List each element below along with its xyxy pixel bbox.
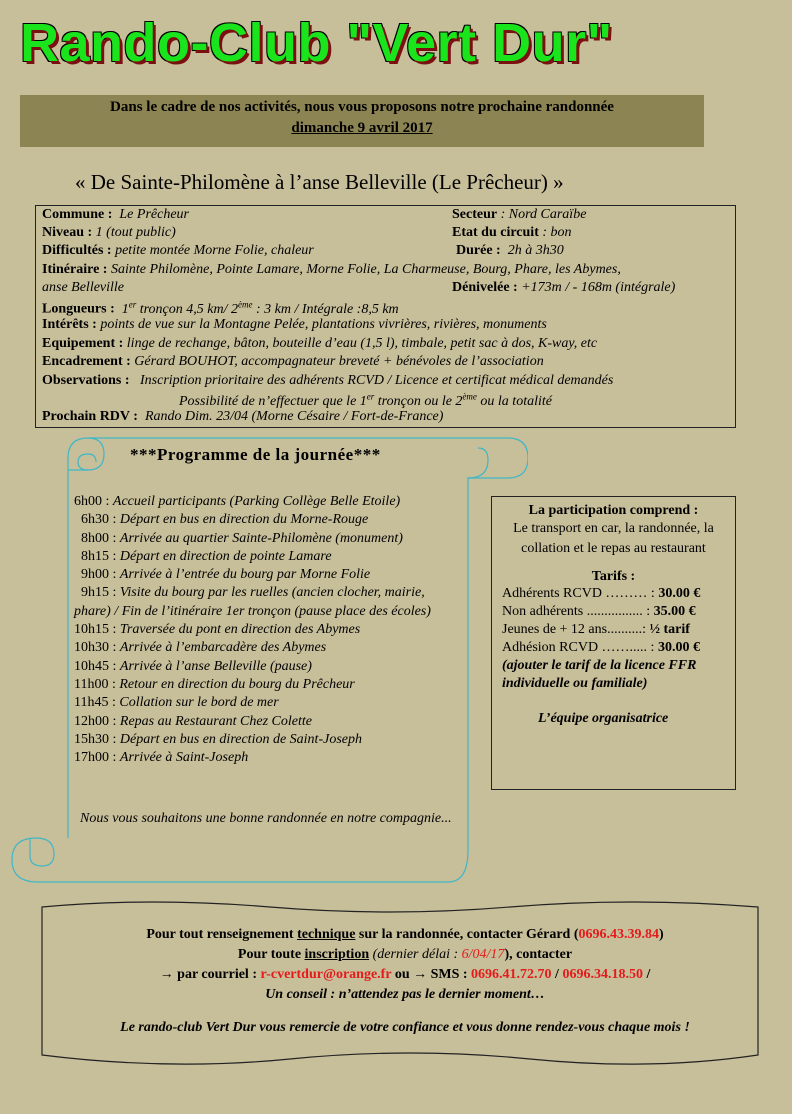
schedule-desc: Départ en bus en direction de Saint-Joseph — [119, 731, 362, 747]
tarifs-title: Tarifs : — [591, 569, 636, 584]
schedule-sep: : — [109, 750, 120, 766]
denivelee-value: +173m / - 168m (intégrale) — [521, 280, 676, 295]
etat-value: : bon — [542, 225, 572, 240]
deadline-date: 6/04/17 — [461, 947, 505, 962]
schedule-item — [74, 530, 464, 548]
schedule-desc: Repas au Restaurant Chez Colette — [119, 713, 312, 729]
niveau-label: Niveau : — [42, 225, 93, 240]
intro-banner — [20, 95, 704, 147]
equipement-value: linge de rechange, bâton, bouteille d’eau (1,5 l), timbale, petit sac à dos, K-way, etc — [126, 336, 598, 351]
tarif-price: ½ tarif — [649, 622, 690, 637]
schedule-sep: : — [109, 731, 120, 747]
schedule-desc: Arrivée à l’anse Belleville (pause) — [119, 658, 312, 674]
schedule-time: 15h30 — [74, 731, 109, 747]
text: (dernier délai : — [369, 947, 462, 962]
schedule-item — [74, 713, 464, 731]
tarif-row — [502, 639, 735, 657]
longueurs-part: tronçon 4,5 km/ 2 — [136, 301, 238, 317]
etat-label: Etat du circuit — [452, 225, 539, 240]
wish-text: Nous vous souhaitons une bonne randonnée en notre compagnie... — [80, 811, 452, 826]
difficultes-value: petite montée Morne Folie, chaleur — [115, 243, 314, 258]
schedule-desc: Arrivée à l’embarcadère des Abymes — [119, 640, 327, 656]
schedule-desc: Visite du bourg par les ruelles (ancien clocher, mairie, phare) / Fin de l’itinéraire 1er tronçon (pause place des écoles) — [74, 585, 431, 619]
itineraire-label: Itinéraire : — [42, 262, 108, 277]
interets-value: points de vue sur la Montagne Pelée, plantations vivrières, rivières, monuments — [100, 317, 547, 332]
schedule-sep: : — [108, 695, 120, 711]
signature: L’équipe organisatrice — [538, 711, 669, 726]
longueurs-part: 1 — [121, 301, 129, 317]
tarif-row — [502, 621, 735, 639]
tarif-price: 30.00 € — [658, 586, 701, 601]
schedule-item — [74, 511, 464, 529]
interets-label: Intérêts : — [42, 317, 97, 332]
thanks-text: Le rando-club Vert Dur vous remercie de votre confiance et vous donne rendez-vous chaque mois ! — [120, 1020, 690, 1035]
schedule-time: 12h00 — [74, 713, 109, 729]
schedule-time: 10h30 — [74, 640, 109, 656]
schedule-desc: Arrivée au quartier Sainte-Philomène (monument) — [119, 530, 403, 546]
hike-info-box — [35, 205, 736, 428]
tarif-price: 35.00 € — [653, 604, 696, 619]
schedule-time: 8h15 — [74, 548, 109, 564]
schedule-item — [74, 731, 464, 749]
schedule-sep: : — [109, 530, 120, 546]
longueurs-part: : 3 km / Intégrale :8,5 km — [252, 301, 399, 317]
rdv-label: Prochain RDV : — [42, 409, 138, 424]
schedule-sep: : — [109, 640, 120, 656]
schedule-time: 10h15 — [74, 622, 109, 638]
schedule-desc: Accueil participants (Parking Collège Belle Etoile) — [112, 494, 401, 509]
page-title: Rando-Club "Vert Dur" — [20, 13, 613, 73]
obs-part: tronçon ou le 2 — [374, 393, 463, 409]
difficultes-label: Difficultés : — [42, 243, 112, 258]
schedule-time: 17h00 — [74, 750, 109, 766]
schedule-item — [74, 694, 464, 712]
denivelee-label: Dénivelée : — [452, 280, 518, 295]
observations-label: Observations : — [42, 373, 130, 388]
text: / — [642, 967, 651, 982]
schedule-sep: : — [109, 548, 120, 564]
schedule-sep: : — [109, 713, 120, 729]
participation-title: La participation comprend : — [528, 503, 699, 518]
schedule-sep: : — [109, 567, 120, 583]
schedule-time: 6h30 — [74, 512, 109, 528]
schedule-time: 9h00 — [74, 567, 109, 583]
tarif-label: Adhésion RCVD ……..... : — [502, 640, 655, 655]
contact-line-2 — [60, 945, 750, 965]
schedule-item — [74, 548, 464, 566]
schedule-time: 10h45 — [74, 658, 109, 674]
longueurs-sup: ème — [237, 299, 253, 309]
schedule-desc: Arrivée à Saint-Joseph — [119, 750, 249, 766]
schedule-item — [74, 676, 464, 694]
schedule-item — [74, 621, 464, 639]
schedule-sep: : — [109, 512, 120, 528]
schedule-time: 6h00 — [74, 494, 102, 509]
commune-label: Commune : — [42, 207, 113, 222]
phone-gerard[interactable]: 0696.43.39.84 — [578, 927, 659, 942]
schedule-desc: Départ en direction de pointe Lamare — [119, 548, 332, 564]
contact-line-3 — [60, 965, 750, 985]
contact-block — [60, 925, 750, 1005]
obs-part: Possibilité de n’effectuer que le 1 — [179, 393, 367, 409]
obs-part: ou la totalité — [476, 393, 552, 409]
schedule-desc: Retour en direction du bourg du Prêcheur — [119, 676, 355, 692]
participation-text: Le transport en car, la randonnée, la collation et le repas au restaurant — [513, 521, 714, 556]
tarif-label: Adhérents RCVD ……… : — [502, 586, 655, 601]
text: / — [551, 967, 563, 982]
text: inscription — [304, 947, 370, 962]
intro-line: Dans le cadre de nos activités, nous vous proposons notre prochaine randonnée — [110, 99, 614, 115]
tarif-label: Jeunes de + 12 ans..........: — [502, 622, 646, 637]
duree-value: 2h à 3h30 — [507, 243, 564, 258]
schedule-item — [74, 749, 464, 767]
programme-title: ***Programme de la journée*** — [130, 445, 381, 464]
schedule-desc: Arrivée à l’entrée du bourg par Morne Folie — [119, 567, 371, 583]
contact-line-1 — [60, 925, 750, 945]
schedule-desc: Collation sur le bord de mer — [119, 695, 279, 711]
schedule-item — [74, 566, 464, 584]
schedule-time: 11h00 — [74, 676, 109, 692]
tarif-row — [502, 603, 735, 621]
schedule-item — [74, 584, 464, 621]
secteur-value: : Nord Caraïbe — [500, 207, 587, 222]
commune-value: Le Prêcheur — [119, 207, 189, 222]
obs-sup: er — [366, 391, 375, 401]
text: technique — [297, 927, 356, 942]
schedule-item — [74, 658, 464, 676]
text: ou → SMS : — [391, 967, 472, 982]
tarif-table — [502, 585, 735, 657]
email-link[interactable]: r-cvertdur@orange.fr — [260, 967, 392, 982]
equipement-label: Equipement : — [42, 336, 124, 351]
encadrement-value: Gérard BOUHOT, accompagnateur breveté + bénévoles de l’association — [134, 354, 544, 369]
duree-label: Durée : — [456, 243, 501, 258]
itineraire-value: Sainte Philomène, Pointe Lamare, Morne Folie, La Charmeuse, Bourg, Phare, les Abymes, — [110, 262, 621, 277]
encadrement-label: Encadrement : — [42, 354, 131, 369]
text: sur la randonnée, contacter Gérard ( — [355, 927, 579, 942]
schedule-time: 8h00 — [74, 530, 109, 546]
text: ) — [659, 927, 664, 942]
secteur-label: Secteur — [452, 207, 498, 222]
phone-sms-2[interactable]: 0696.34.18.50 — [562, 967, 643, 982]
schedule-time: 11h45 — [74, 695, 109, 711]
observations-value-2 — [179, 391, 552, 409]
text: → par courriel : — [159, 967, 261, 982]
tarif-price: 30.00 € — [657, 640, 700, 655]
schedule-sep: : — [109, 585, 120, 601]
hike-date: dimanche 9 avril 2017 — [291, 120, 433, 136]
schedule-sep: : — [108, 676, 120, 692]
niveau-value: 1 (tout public) — [95, 225, 176, 240]
schedule-item — [74, 493, 464, 511]
schedule-time: 9h15 — [74, 585, 109, 601]
observations-value: Inscription prioritaire des adhérents RCVD / Licence et certificat médical demandés — [140, 373, 614, 388]
text: ), contacter — [504, 947, 573, 962]
schedule-sep: : — [109, 658, 120, 674]
schedule-desc: Départ en bus en direction du Morne-Rouge — [119, 512, 369, 528]
licence-note: (ajouter le tarif de la licence FFR individuelle ou familiale) — [502, 658, 697, 691]
participation-box — [491, 496, 736, 790]
longueurs-sup: er — [128, 299, 137, 309]
obs-sup: ème — [462, 391, 477, 401]
rdv-value: Rando Dim. 23/04 (Morne Césaire / Fort-de-France) — [144, 409, 444, 424]
schedule-desc: Traversée du pont en direction des Abymes — [119, 622, 361, 638]
text: Pour toute — [237, 947, 305, 962]
longueurs-label: Longueurs : — [42, 301, 115, 317]
schedule-sep: : — [102, 494, 113, 509]
tarif-row — [502, 585, 735, 603]
tarif-label: Non adhérents ................ : — [502, 604, 651, 619]
hike-title: « De Sainte-Philomène à l’anse Belleville (Le Prêcheur) » — [75, 170, 564, 194]
phone-sms-1[interactable]: 0696.41.72.70 — [471, 967, 552, 982]
schedule-sep: : — [109, 622, 120, 638]
text: Pour tout renseignement — [146, 927, 298, 942]
schedule-item — [74, 639, 464, 657]
longueurs-value — [121, 299, 399, 317]
itineraire-value-2: anse Belleville — [42, 280, 125, 295]
contact-advice: Un conseil : n’attendez pas le dernier moment… — [265, 987, 545, 1002]
schedule-list — [74, 493, 464, 767]
